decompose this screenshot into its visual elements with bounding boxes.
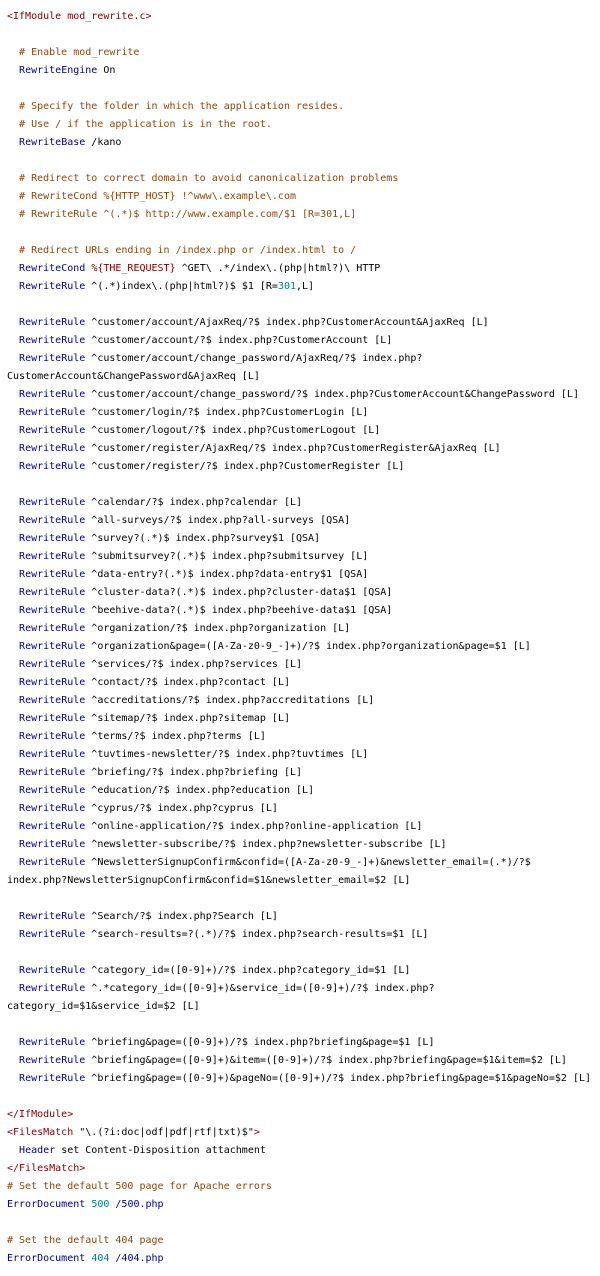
code-token: # RewriteRule ^(.*)$ http://www.example.com/$1 [R=301,L] bbox=[7, 209, 357, 220]
code-token: RewriteRule bbox=[19, 803, 86, 814]
code-token bbox=[7, 1037, 19, 1048]
code-token bbox=[7, 281, 19, 292]
code-token: RewriteRule bbox=[19, 911, 86, 922]
code-token: ^briefing/?$ index.php?briefing [L] bbox=[85, 767, 303, 778]
code-line bbox=[0, 422, 600, 440]
blank-line bbox=[0, 224, 600, 242]
code-token: </FilesMatch> bbox=[7, 1163, 86, 1174]
code-token bbox=[7, 353, 19, 364]
code-line bbox=[0, 872, 600, 890]
code-line bbox=[0, 494, 600, 512]
code-token: ^sitemap/?$ index.php?sitemap [L] bbox=[85, 713, 290, 724]
code-line bbox=[0, 1052, 600, 1070]
code-token: RewriteRule bbox=[19, 623, 86, 634]
code-line bbox=[0, 440, 600, 458]
code-line bbox=[0, 548, 600, 566]
code-token: ^category_id=([0-9]+)/?$ index.php?category_id=$1 [L] bbox=[85, 965, 411, 976]
code-line bbox=[0, 602, 600, 620]
code-token: ^cluster-data?(.*)$ index.php?cluster-data$1 [QSA] bbox=[85, 587, 393, 598]
code-token: ^.*category_id=([0-9]+)&service_id=([0-9]+)/?$ index.php? bbox=[85, 983, 435, 994]
code-token bbox=[7, 677, 19, 688]
code-token: RewriteRule bbox=[19, 281, 86, 292]
code-token: ^briefing&page=([0-9]+)&pageNo=([0-9]+)/?$ index.php?briefing&page=$1&pageNo=$2 [L] bbox=[85, 1073, 592, 1084]
code-token bbox=[7, 551, 19, 562]
code-token: RewriteRule bbox=[19, 677, 86, 688]
code-token: RewriteRule bbox=[19, 1037, 86, 1048]
code-token: ^survey?(.*)$ index.php?survey$1 [QSA] bbox=[85, 533, 321, 544]
blank-line bbox=[0, 296, 600, 314]
code-token: ErrorDocument bbox=[7, 1199, 86, 1210]
blank-line bbox=[0, 476, 600, 494]
code-line bbox=[0, 638, 600, 656]
code-token: <IfModule mod_rewrite.c> bbox=[7, 11, 152, 22]
code-token: # Redirect URLs ending in /index.php or /index.html to / bbox=[7, 245, 357, 256]
blank-line bbox=[0, 1088, 600, 1106]
code-token: RewriteRule bbox=[19, 587, 86, 598]
code-token: RewriteRule bbox=[19, 389, 86, 400]
code-token: ^terms/?$ index.php?terms [L] bbox=[85, 731, 266, 742]
code-token bbox=[7, 443, 19, 454]
code-token: Header bbox=[19, 1145, 56, 1156]
code-token: ^customer/account/change_password/AjaxReq/?$ index.php? bbox=[85, 353, 423, 364]
code-line bbox=[0, 530, 600, 548]
code-line bbox=[0, 1034, 600, 1052]
code-token: RewriteRule bbox=[19, 731, 86, 742]
code-line bbox=[0, 710, 600, 728]
code-token: RewriteRule bbox=[19, 425, 86, 436]
code-token bbox=[7, 803, 19, 814]
code-token: /500.php bbox=[115, 1199, 164, 1210]
code-token bbox=[7, 515, 19, 526]
code-line bbox=[0, 836, 600, 854]
code-token: RewriteRule bbox=[19, 569, 86, 580]
code-line bbox=[0, 782, 600, 800]
code-token: RewriteRule bbox=[19, 443, 86, 454]
code-token: # Set the default 404 page bbox=[7, 1235, 164, 1246]
code-token: # Set the default 500 page for Apache errors bbox=[7, 1181, 272, 1192]
code-token bbox=[7, 389, 19, 400]
blank-line bbox=[0, 1214, 600, 1232]
code-line bbox=[0, 818, 600, 836]
code-token: RewriteRule bbox=[19, 335, 86, 346]
code-token bbox=[7, 749, 19, 760]
code-line bbox=[0, 656, 600, 674]
code-token: # RewriteCond %{HTTP_HOST} !^www\.example\.com bbox=[7, 191, 296, 202]
code-token bbox=[7, 497, 19, 508]
code-token: On bbox=[97, 65, 116, 76]
code-token bbox=[7, 839, 19, 850]
code-line bbox=[0, 512, 600, 530]
code-token: ^GET\ .*/index\.(php|html?)\ HTTP bbox=[175, 263, 381, 274]
code-token: ^calendar/?$ index.php?calendar [L] bbox=[85, 497, 303, 508]
code-token: RewriteRule bbox=[19, 767, 86, 778]
code-token: RewriteRule bbox=[19, 1055, 86, 1066]
code-token: category_id=$1&service_id=$2 [L] bbox=[7, 1001, 200, 1012]
code-token: RewriteRule bbox=[19, 749, 86, 760]
code-token: ^data-entry?(.*)$ index.php?data-entry$1 [QSA] bbox=[85, 569, 369, 580]
code-token bbox=[7, 407, 19, 418]
code-token: index.php?NewsletterSignupConfirm&confid=$1&newsletter_email=$2 [L] bbox=[7, 875, 411, 886]
code-line bbox=[0, 44, 600, 62]
code-token: ^customer/login/?$ index.php?CustomerLogin [L] bbox=[85, 407, 369, 418]
code-token: RewriteRule bbox=[19, 695, 86, 706]
code-token: "\.(?i:doc|odf|pdf|rtf|txt)$" bbox=[73, 1127, 254, 1138]
code-token: RewriteRule bbox=[19, 605, 86, 616]
blank-line bbox=[0, 80, 600, 98]
code-token bbox=[7, 1055, 19, 1066]
code-token bbox=[7, 983, 19, 994]
code-token: RewriteRule bbox=[19, 929, 86, 940]
code-token: 404 bbox=[91, 1253, 110, 1264]
code-token bbox=[7, 767, 19, 778]
code-token bbox=[7, 695, 19, 706]
code-token bbox=[7, 137, 19, 148]
code-token: RewriteRule bbox=[19, 983, 86, 994]
code-token bbox=[7, 659, 19, 670]
code-line bbox=[0, 1196, 600, 1214]
code-line bbox=[0, 62, 600, 80]
code-token: RewriteRule bbox=[19, 533, 86, 544]
code-token: ^contact/?$ index.php?contact [L] bbox=[85, 677, 290, 688]
code-token: ^briefing&page=([0-9]+)/?$ index.php?briefing&page=$1 [L] bbox=[85, 1037, 435, 1048]
code-token: RewriteRule bbox=[19, 839, 86, 850]
code-line bbox=[0, 314, 600, 332]
code-line bbox=[0, 908, 600, 926]
code-token: ^organization/?$ index.php?organization [L] bbox=[85, 623, 351, 634]
blank-line bbox=[0, 1016, 600, 1034]
code-token bbox=[7, 857, 19, 868]
code-token bbox=[7, 605, 19, 616]
code-token: ^organization&page=([A-Za-z0-9_-]+)/?$ index.php?organization&page=$1 [L] bbox=[85, 641, 531, 652]
code-line bbox=[0, 458, 600, 476]
code-token bbox=[7, 1145, 19, 1156]
code-line bbox=[0, 584, 600, 602]
code-token: ^customer/account/AjaxReq/?$ index.php?CustomerAccount&AjaxReq [L] bbox=[85, 317, 489, 328]
code-line bbox=[0, 728, 600, 746]
code-token bbox=[7, 821, 19, 832]
code-token bbox=[7, 785, 19, 796]
code-token bbox=[7, 713, 19, 724]
code-token: RewriteRule bbox=[19, 551, 86, 562]
code-line bbox=[0, 692, 600, 710]
code-line bbox=[0, 1124, 600, 1142]
code-line bbox=[0, 404, 600, 422]
code-line bbox=[0, 350, 600, 368]
code-token: ^education/?$ index.php?education [L] bbox=[85, 785, 315, 796]
code-token: ^submitsurvey?(.*)$ index.php?submitsurvey [L] bbox=[85, 551, 369, 562]
code-line bbox=[0, 1160, 600, 1178]
code-token: ^services/?$ index.php?services [L] bbox=[85, 659, 303, 670]
code-token: RewriteRule bbox=[19, 857, 86, 868]
code-token: ,L] bbox=[296, 281, 315, 292]
code-line bbox=[0, 98, 600, 116]
code-token bbox=[7, 533, 19, 544]
code-token bbox=[7, 461, 19, 472]
code-token bbox=[7, 965, 19, 976]
code-token: ^customer/account/change_password/?$ index.php?CustomerAccount&ChangePassword [L] bbox=[85, 389, 579, 400]
code-line bbox=[0, 1142, 600, 1160]
code-token bbox=[7, 641, 19, 652]
code-token: # Use / if the application is in the root. bbox=[7, 119, 272, 130]
code-token: ^beehive-data?(.*)$ index.php?beehive-data$1 [QSA] bbox=[85, 605, 393, 616]
code-token: RewriteBase bbox=[19, 137, 86, 148]
code-token: # Enable mod_rewrite bbox=[7, 47, 140, 58]
code-token: # Redirect to correct domain to avoid canonicalization problems bbox=[7, 173, 399, 184]
code-token bbox=[7, 425, 19, 436]
code-line bbox=[0, 674, 600, 692]
code-line bbox=[0, 386, 600, 404]
code-token: ^customer/register/AjaxReq/?$ index.php?CustomerRegister&AjaxReq [L] bbox=[85, 443, 501, 454]
code-token: RewriteRule bbox=[19, 785, 86, 796]
code-token bbox=[7, 1073, 19, 1084]
code-line bbox=[0, 620, 600, 638]
code-line bbox=[0, 998, 600, 1016]
code-token bbox=[7, 731, 19, 742]
code-token: ^briefing&page=([0-9]+)&item=([0-9]+)/?$ index.php?briefing&page=$1&item=$2 [L] bbox=[85, 1055, 567, 1066]
code-line bbox=[0, 134, 600, 152]
code-line bbox=[0, 8, 600, 26]
code-token: set Content-Disposition attachment bbox=[55, 1145, 266, 1156]
code-token bbox=[7, 911, 19, 922]
code-token: RewriteRule bbox=[19, 353, 86, 364]
code-token: ^newsletter-subscribe/?$ index.php?newsletter-subscribe [L] bbox=[85, 839, 447, 850]
code-token: ^all-surveys/?$ index.php?all-surveys [QSA] bbox=[85, 515, 351, 526]
code-line bbox=[0, 926, 600, 944]
code-line bbox=[0, 746, 600, 764]
code-token bbox=[7, 65, 19, 76]
code-line bbox=[0, 854, 600, 872]
code-token: > bbox=[253, 1127, 260, 1138]
code-token: %{THE_REQUEST} bbox=[91, 263, 176, 274]
code-token: RewriteRule bbox=[19, 641, 86, 652]
code-line bbox=[0, 764, 600, 782]
code-line bbox=[0, 332, 600, 350]
code-token: # Specify the folder in which the application resides. bbox=[7, 101, 345, 112]
code-token bbox=[7, 317, 19, 328]
blank-line bbox=[0, 944, 600, 962]
code-token: ErrorDocument bbox=[7, 1253, 86, 1264]
blank-line bbox=[0, 26, 600, 44]
code-token: /404.php bbox=[115, 1253, 164, 1264]
code-token: RewriteRule bbox=[19, 1073, 86, 1084]
code-token bbox=[7, 335, 19, 346]
code-token: ^tuvtimes-newsletter/?$ index.php?tuvtimes [L] bbox=[85, 749, 369, 760]
code-line bbox=[0, 800, 600, 818]
code-token: ^customer/logout/?$ index.php?CustomerLogout [L] bbox=[85, 425, 381, 436]
code-token: 500 bbox=[91, 1199, 110, 1210]
code-token: ^cyprus/?$ index.php?cyprus [L] bbox=[85, 803, 278, 814]
code-line bbox=[0, 116, 600, 134]
code-token: RewriteRule bbox=[19, 515, 86, 526]
code-token: RewriteRule bbox=[19, 407, 86, 418]
code-token: ^(.*)index\.(php|html?)$ $1 [R= bbox=[85, 281, 278, 292]
code-token: RewriteRule bbox=[19, 659, 86, 670]
code-token: /kano bbox=[85, 137, 122, 148]
code-line bbox=[0, 980, 600, 998]
code-token bbox=[7, 587, 19, 598]
code-token: ^search-results=?(.*)/?$ index.php?search-results=$1 [L] bbox=[85, 929, 429, 940]
code-line bbox=[0, 242, 600, 260]
code-token: RewriteCond bbox=[19, 263, 86, 274]
code-line bbox=[0, 188, 600, 206]
code-line bbox=[0, 1178, 600, 1196]
code-line bbox=[0, 170, 600, 188]
code-token bbox=[7, 623, 19, 634]
code-token: ^customer/account/?$ index.php?CustomerAccount [L] bbox=[85, 335, 393, 346]
code-token: ^accreditations/?$ index.php?accreditations [L] bbox=[85, 695, 375, 706]
code-line bbox=[0, 278, 600, 296]
blank-line bbox=[0, 152, 600, 170]
code-line bbox=[0, 1106, 600, 1124]
code-token: ^online-application/?$ index.php?online-application [L] bbox=[85, 821, 423, 832]
code-token: ^Search/?$ index.php?Search [L] bbox=[85, 911, 278, 922]
code-token: ^customer/register/?$ index.php?CustomerRegister [L] bbox=[85, 461, 405, 472]
code-token bbox=[7, 263, 19, 274]
blank-line bbox=[0, 890, 600, 908]
code-line bbox=[0, 1232, 600, 1250]
code-token bbox=[7, 569, 19, 580]
code-line bbox=[0, 206, 600, 224]
code-token bbox=[7, 929, 19, 940]
code-token: </IfModule> bbox=[7, 1109, 74, 1120]
code-line bbox=[0, 962, 600, 980]
code-line bbox=[0, 368, 600, 386]
code-line bbox=[0, 260, 600, 278]
code-token: RewriteRule bbox=[19, 821, 86, 832]
code-token: RewriteRule bbox=[19, 497, 86, 508]
code-line bbox=[0, 1070, 600, 1088]
code-token: <FilesMatch bbox=[7, 1127, 74, 1138]
code-token: RewriteEngine bbox=[19, 65, 98, 76]
code-line bbox=[0, 1250, 600, 1268]
code-token: 301 bbox=[277, 281, 296, 292]
code-token: RewriteRule bbox=[19, 713, 86, 724]
code-token: RewriteRule bbox=[19, 965, 86, 976]
code-token: RewriteRule bbox=[19, 461, 86, 472]
code-token: CustomerAccount&ChangePassword&AjaxReq [L] bbox=[7, 371, 260, 382]
code-line bbox=[0, 566, 600, 584]
code-token: RewriteRule bbox=[19, 317, 86, 328]
code-token: ^NewsletterSignupConfirm&confid=([A-Za-z0-9_-]+)&newsletter_email=(.*)/?$ bbox=[85, 857, 531, 868]
